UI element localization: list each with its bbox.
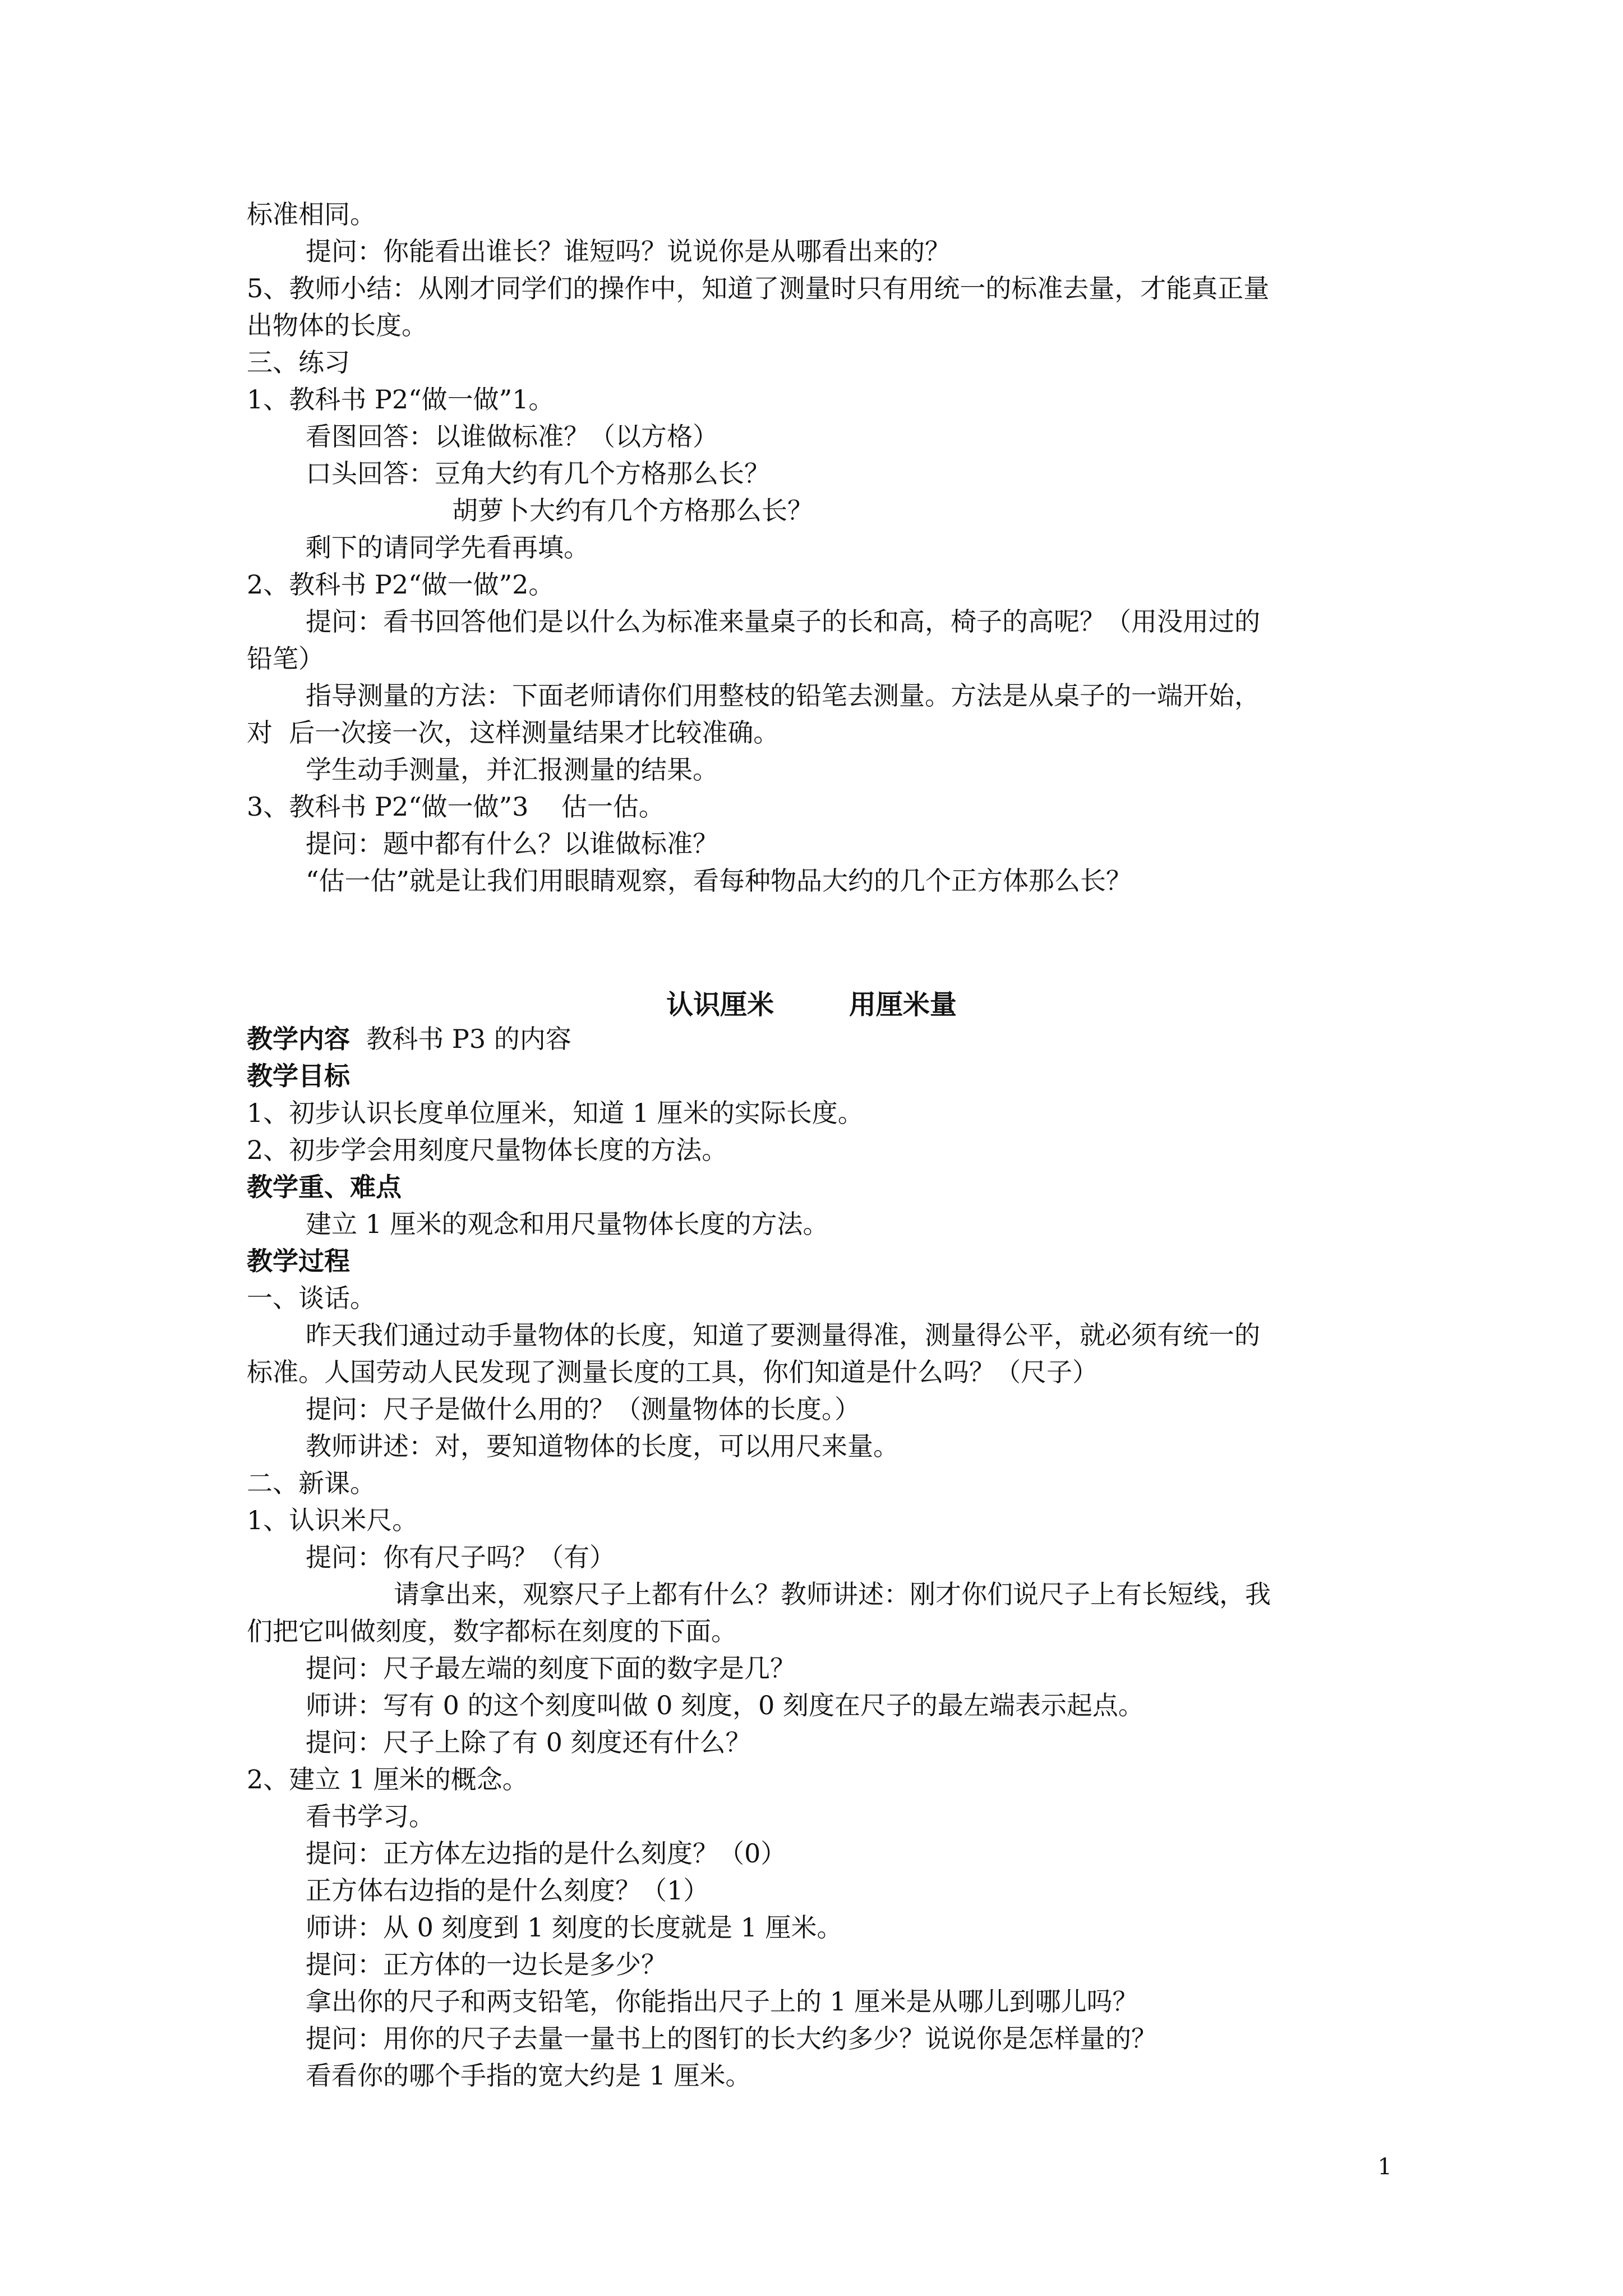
text-line: 3、教科书 P2“做一做”3 估一估。: [247, 792, 665, 822]
process-line: 昨天我们通过动手量物体的长度，知道了要测量得准，测量得公平，就必须有统一的: [306, 1320, 1260, 1350]
text-line: 2、教科书 P2“做一做”2。: [247, 569, 555, 600]
process-line: 提问：你有尺子吗？（有）: [306, 1542, 615, 1572]
process-line: 正方体右边指的是什么刻度？（1）: [306, 1875, 709, 1906]
content-text: 教科书 P3 的内容: [350, 1024, 571, 1054]
page-number: 1: [1377, 2154, 1392, 2180]
process-line: 提问：尺子上除了有 0 刻度还有什么？: [306, 1727, 751, 1757]
process-line: 提问：正方体的一边长是多少？: [306, 1949, 667, 1980]
text-line: 口头回答：豆角大约有几个方格那么长？: [306, 458, 770, 489]
section-heading: 三、练习: [247, 347, 350, 378]
text-line: 铅笔）: [247, 643, 324, 674]
process-line: 标准。人国劳动人民发现了测量长度的工具，你们知道是什么吗？（尺子）: [247, 1357, 1098, 1387]
content-line: [247, 1022, 571, 1056]
text-line: 剩下的请同学先看再填。: [306, 532, 589, 563]
text-line: 胡萝卜大约有几个方格那么长？: [452, 495, 813, 526]
content-label: 教学内容: [247, 1024, 350, 1054]
process-line: 提问：尺子是做什么用的？（测量物体的长度。）: [306, 1394, 860, 1424]
goal-item: 2、初步学会用刻度尺量物体长度的方法。: [247, 1135, 728, 1165]
text-line: 1、教科书 P2“做一做”1。: [247, 384, 555, 415]
process-line: 拿出你的尺子和两支铅笔，你能指出尺子上的 1 厘米是从哪儿到哪儿吗？: [306, 1986, 1138, 2017]
text-line: 对 后一次接一次，这样测量结果才比较准确。: [247, 717, 780, 748]
text-line: 提问：你能看出谁长？谁短吗？说说你是从哪看出来的？: [306, 236, 951, 266]
text-line: 指导测量的方法：下面老师请你们用整枝的铅笔去测量。方法是从桌子的一端开始，: [306, 680, 1260, 711]
process-line: 二、新课。: [247, 1468, 376, 1498]
text-line: 看图回答：以谁做标准？（以方格）: [306, 421, 718, 452]
process-line: 们把它叫做刻度，数字都标在刻度的下面。: [247, 1616, 737, 1646]
goal-item: 1、初步认识长度单位厘米，知道 1 厘米的实际长度。: [247, 1098, 864, 1128]
text-line: “估一估”就是让我们用眼睛观察，看每种物品大约的几个正方体那么长？: [306, 866, 1132, 896]
process-line: 师讲：从 0 刻度到 1 刻度的长度就是 1 厘米。: [306, 1912, 843, 1943]
process-line: 请拿出来，观察尺子上都有什么？教师讲述：刚才你们说尺子上有长短线，我: [394, 1579, 1271, 1609]
lesson-title: 认识厘米 用厘米量: [666, 989, 957, 1020]
process-line: 提问：用你的尺子去量一量书上的图钉的长大约多少？说说你是怎样量的？: [306, 2023, 1157, 2054]
text-line: 提问：看书回答他们是以什么为标准来量桌子的长和高，椅子的高呢？（用没用过的: [306, 606, 1260, 637]
key-text: 建立 1 厘米的观念和用尺量物体长度的方法。: [306, 1209, 829, 1239]
process-line: 师讲：写有 0 的这个刻度叫做 0 刻度，0 刻度在尺子的最左端表示起点。: [306, 1690, 1144, 1720]
process-line: 1、认识米尺。: [247, 1505, 418, 1535]
text-line: 出物体的长度。: [247, 310, 427, 341]
process-line: 教师讲述：对，要知道物体的长度，可以用尺来量。: [306, 1431, 899, 1461]
key-heading: 教学重、难点: [247, 1172, 402, 1202]
process-line: 看书学习。: [306, 1801, 435, 1832]
process-heading: 教学过程: [247, 1246, 350, 1276]
process-line: 提问：正方体左边指的是什么刻度？（0）: [306, 1838, 787, 1869]
process-line: 2、建立 1 厘米的概念。: [247, 1764, 528, 1795]
text-line: 提问：题中都有什么？以谁做标准？: [306, 829, 718, 859]
text-line: 学生动手测量，并汇报测量的结果。: [306, 754, 718, 785]
text-line: 标准相同。: [247, 199, 376, 229]
process-line: 一、谈话。: [247, 1283, 376, 1313]
process-line: 看看你的哪个手指的宽大约是 1 厘米。: [306, 2060, 751, 2091]
process-line: 提问：尺子最左端的刻度下面的数字是几？: [306, 1653, 796, 1683]
goal-heading: 教学目标: [247, 1061, 350, 1091]
text-line: 5、教师小结：从刚才同学们的操作中，知道了测量时只有用统一的标准去量，才能真正量: [247, 273, 1270, 303]
